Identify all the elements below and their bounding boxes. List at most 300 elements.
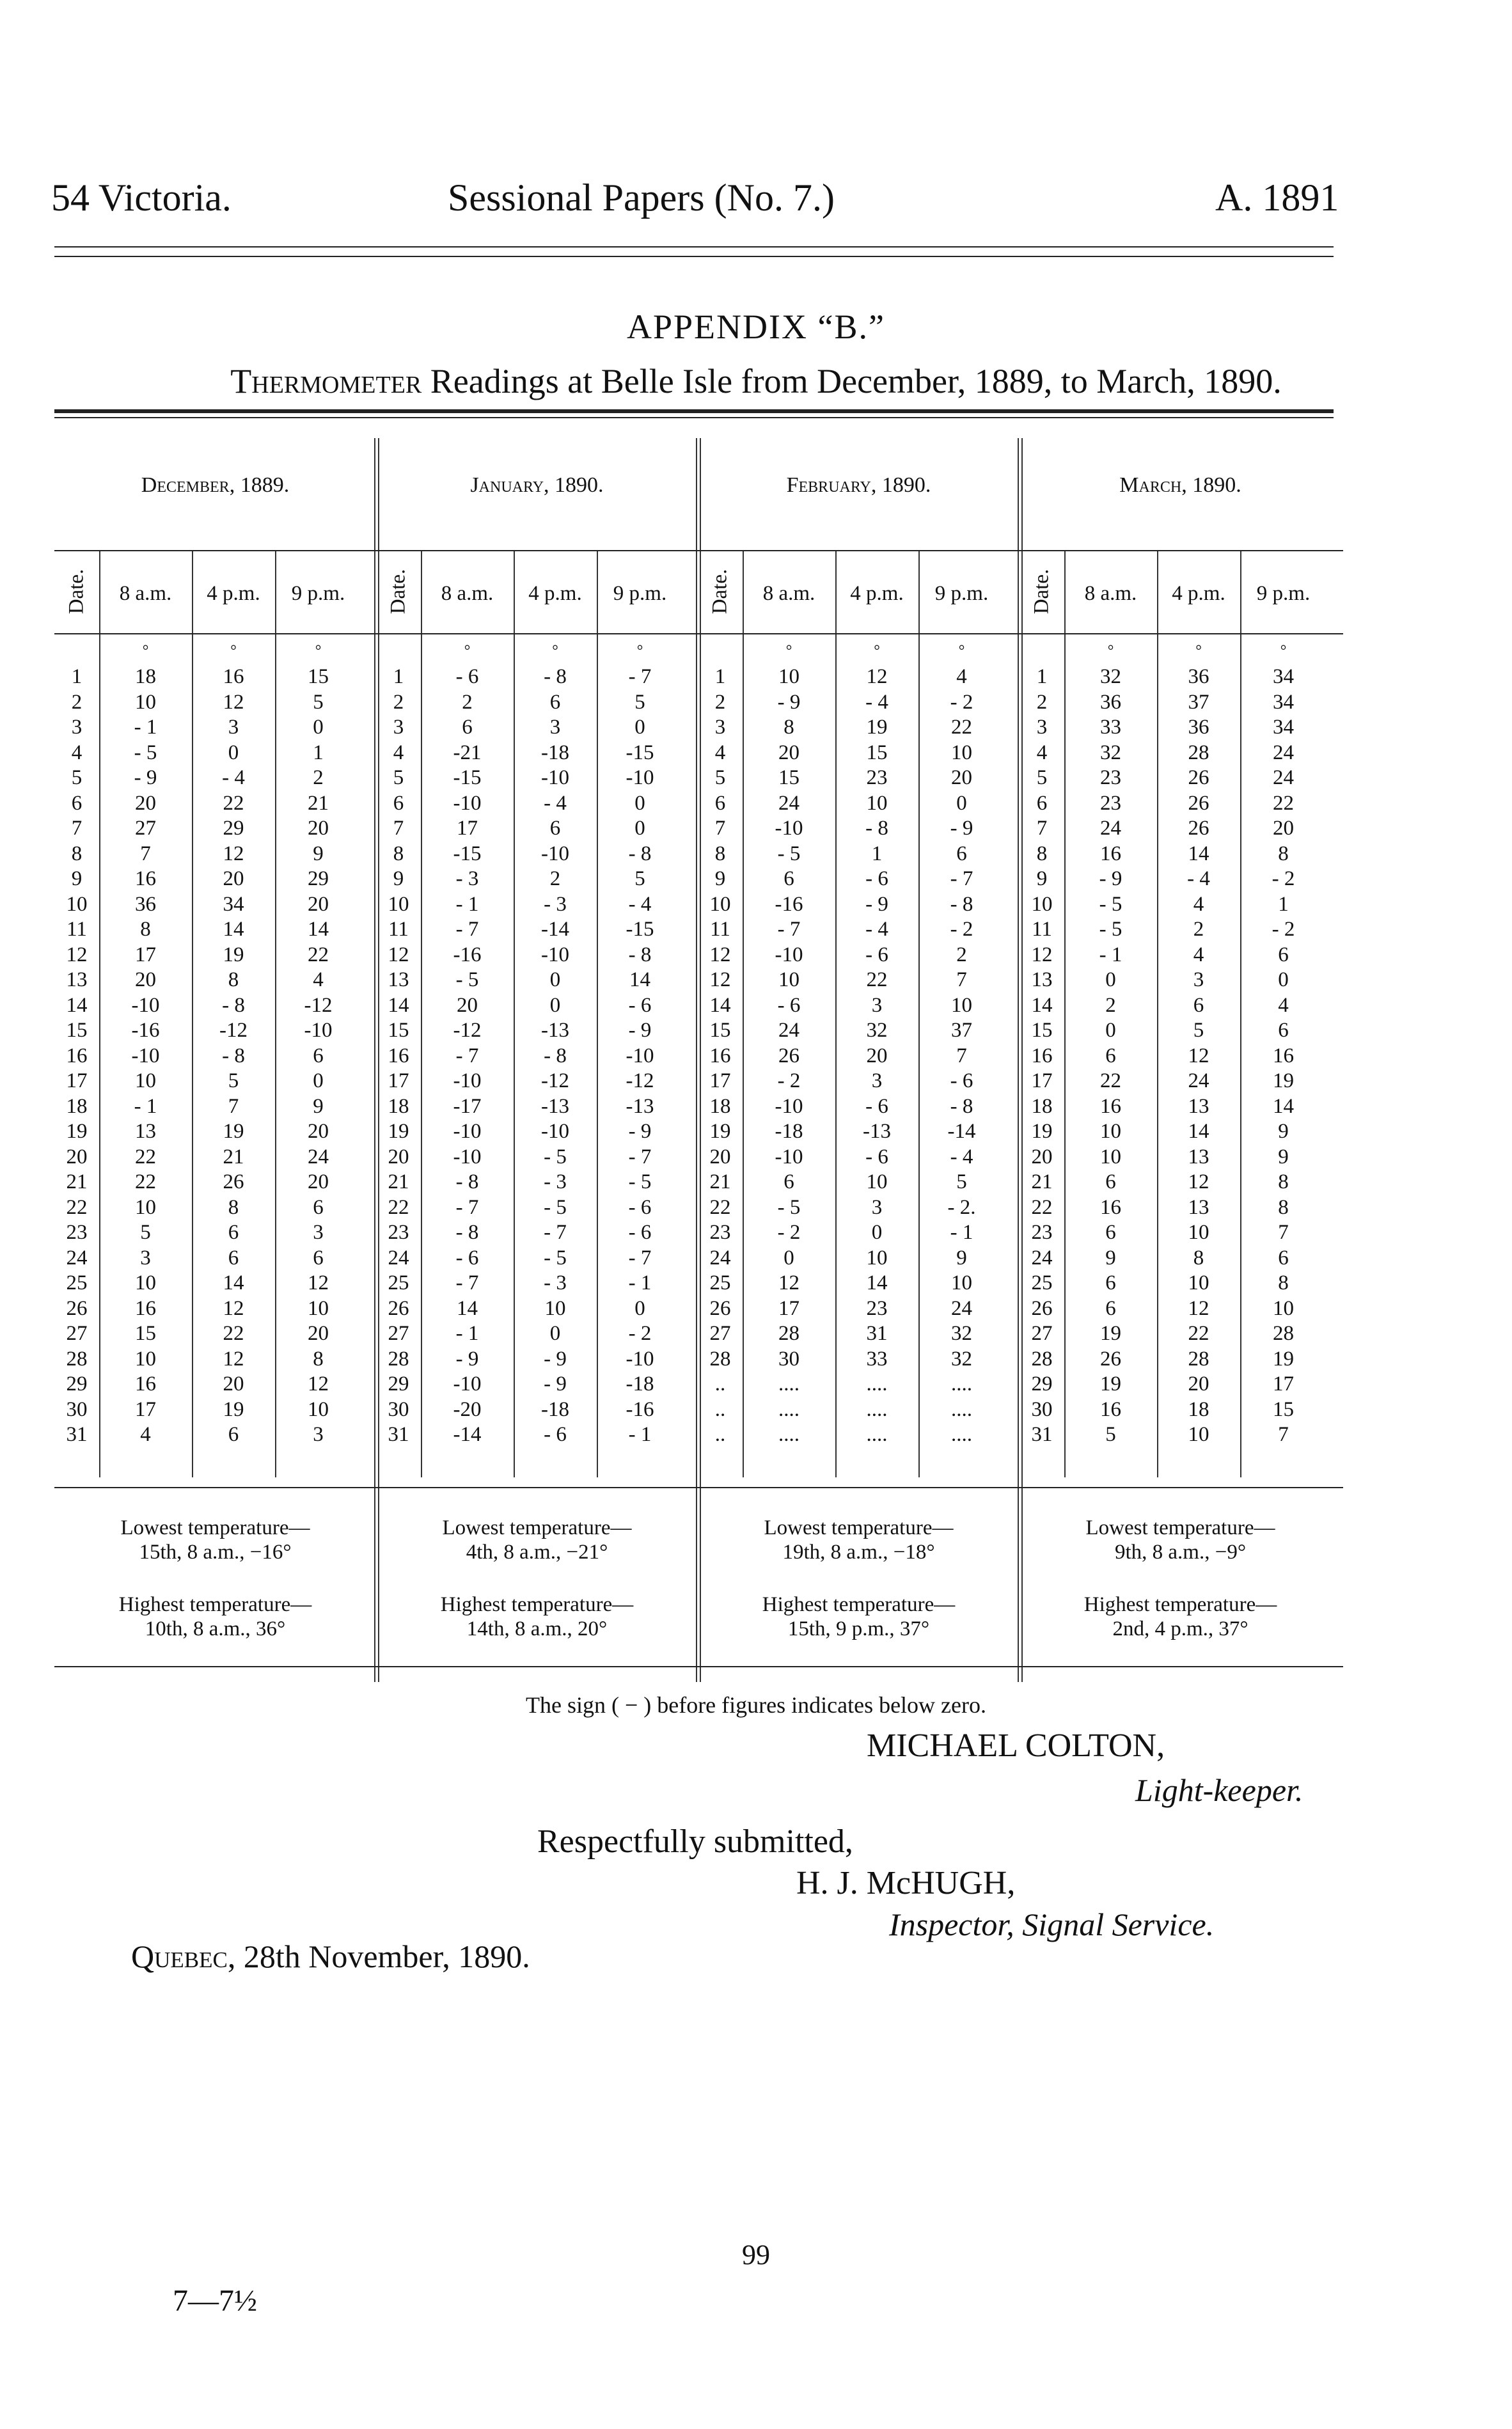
column-rule xyxy=(275,550,276,1477)
date-cell: 1 xyxy=(393,665,404,688)
date-cell: 3 xyxy=(714,716,726,739)
reading-cell: 19 xyxy=(1100,1322,1121,1345)
reading-cell: 32 xyxy=(866,1019,888,1042)
reading-cell: - 9 xyxy=(950,817,973,840)
reading-cell: -10 xyxy=(626,766,654,789)
month-heading: February, 1890. xyxy=(786,473,931,497)
reading-cell: 3 xyxy=(871,1069,883,1092)
reading-cell: - 6 xyxy=(865,943,888,966)
date-cell: 26 xyxy=(1031,1296,1053,1320)
reading-cell: 3 xyxy=(140,1246,151,1270)
date-cell: 14 xyxy=(66,993,88,1017)
reading-cell: 36 xyxy=(1100,690,1121,714)
reading-cell: 5 xyxy=(228,1069,239,1092)
highest-temperature xyxy=(698,1592,1020,1641)
date-cell: 23 xyxy=(388,1221,409,1244)
reading-cell: 22 xyxy=(1188,1322,1209,1345)
reading-cell: -10 xyxy=(541,766,569,789)
reading-cell: 10 xyxy=(951,993,972,1017)
reading-cell: 14 xyxy=(1273,1094,1294,1118)
reading-cell: -13 xyxy=(626,1094,654,1118)
date-cell: 9 xyxy=(1036,867,1048,890)
date-cell: 8 xyxy=(393,842,404,865)
reading-cell: -18 xyxy=(541,1397,569,1421)
reading-cell: 0 xyxy=(634,791,645,815)
date-cell: 20 xyxy=(66,1145,88,1168)
degree-mark: ° xyxy=(1280,643,1287,659)
reading-cell: - 5 xyxy=(544,1195,567,1219)
header-right: A. 1891 xyxy=(1215,177,1339,219)
reading-cell: 12 xyxy=(1188,1044,1209,1067)
reading-cell: 29 xyxy=(308,867,329,890)
reading-cell: .... xyxy=(951,1397,972,1421)
date-cell: 5 xyxy=(1036,766,1048,789)
date-cell: 30 xyxy=(66,1397,88,1421)
reading-cell: 8 xyxy=(1278,1271,1289,1294)
reading-cell: -13 xyxy=(863,1120,891,1143)
reading-cell: - 8 xyxy=(628,842,652,865)
reading-cell: 14 xyxy=(223,1271,244,1294)
reading-cell: 5 xyxy=(634,690,645,714)
reading-cell: 13 xyxy=(1188,1195,1209,1219)
date-cell: 24 xyxy=(388,1246,409,1270)
reading-cell: 19 xyxy=(866,716,888,739)
date-cell: 10 xyxy=(1031,892,1053,916)
column-header-pm4: 4 p.m. xyxy=(528,582,582,605)
reading-cell: -14 xyxy=(541,918,569,941)
reading-cell: .... xyxy=(866,1397,888,1421)
reading-cell: - 7 xyxy=(777,918,801,941)
table-title-lead: Thermometer xyxy=(230,362,422,400)
reading-cell: 13 xyxy=(1188,1145,1209,1168)
reading-cell: 7 xyxy=(956,1044,967,1067)
reading-cell: 5 xyxy=(140,1221,151,1244)
date-cell: 30 xyxy=(388,1397,409,1421)
header-left: 54 Victoria. xyxy=(51,177,232,219)
reading-cell: - 4 xyxy=(628,892,652,916)
reading-cell: -10 xyxy=(541,842,569,865)
reading-cell: - 1 xyxy=(134,716,157,739)
date-cell: 18 xyxy=(1031,1094,1053,1118)
reading-cell: - 7 xyxy=(455,1271,479,1294)
reading-cell: 7 xyxy=(1278,1423,1289,1446)
reading-cell: 2 xyxy=(549,867,561,890)
reading-cell: 34 xyxy=(1273,690,1294,714)
reading-cell: 9 xyxy=(1105,1246,1116,1270)
highest-value: 14th, 8 a.m., 20° xyxy=(466,1617,608,1640)
date-cell: 18 xyxy=(388,1094,409,1118)
table-rule xyxy=(54,633,1343,634)
reading-cell: 26 xyxy=(223,1170,244,1193)
reading-cell: - 8 xyxy=(865,817,888,840)
reading-cell: -16 xyxy=(131,1019,160,1042)
reading-cell: - 8 xyxy=(455,1170,479,1193)
table-rule xyxy=(54,550,1343,551)
reading-cell: - 5 xyxy=(455,968,479,991)
reading-cell: 0 xyxy=(228,741,239,764)
reading-cell: - 9 xyxy=(1099,867,1122,890)
reading-cell: -10 xyxy=(541,943,569,966)
month-divider xyxy=(1018,438,1019,1682)
reading-cell: 20 xyxy=(778,741,799,764)
reading-cell: 3 xyxy=(871,1195,883,1219)
reading-cell: - 2 xyxy=(950,918,973,941)
date-cell: 19 xyxy=(709,1120,731,1143)
column-rule xyxy=(192,550,193,1477)
reading-cell: 12 xyxy=(223,1296,244,1320)
reading-cell: 22 xyxy=(135,1145,156,1168)
reading-cell: - 6 xyxy=(628,993,652,1017)
reading-cell: -10 xyxy=(775,1145,803,1168)
degree-mark: ° xyxy=(958,643,965,659)
reading-cell: - 9 xyxy=(134,766,157,789)
reading-cell: 5 xyxy=(634,867,645,890)
reading-cell: -12 xyxy=(304,993,333,1017)
reading-cell: 6 xyxy=(313,1246,324,1270)
reading-cell: 7 xyxy=(140,842,151,865)
reading-cell: -18 xyxy=(541,741,569,764)
date-cell: 12 xyxy=(709,943,731,966)
reading-cell: 28 xyxy=(1273,1322,1294,1345)
date-cell: 3 xyxy=(71,716,83,739)
reading-cell: 16 xyxy=(1100,842,1121,865)
date-cell: 15 xyxy=(388,1019,409,1042)
table-title xyxy=(0,361,1512,401)
date-cell: 28 xyxy=(66,1347,88,1371)
reading-cell: 14 xyxy=(457,1296,478,1320)
reading-cell: 20 xyxy=(308,817,329,840)
reading-cell: 6 xyxy=(1278,943,1289,966)
reading-cell: - 4 xyxy=(865,690,888,714)
reading-cell: 5 xyxy=(313,690,324,714)
header-rule xyxy=(54,246,1334,248)
reading-cell: 14 xyxy=(629,968,650,991)
date-cell: 2 xyxy=(1036,690,1048,714)
reading-cell: 16 xyxy=(1100,1195,1121,1219)
reading-cell: 0 xyxy=(784,1246,794,1270)
reading-cell: 10 xyxy=(778,968,799,991)
reading-cell: -15 xyxy=(626,741,654,764)
date-cell: 22 xyxy=(709,1195,731,1219)
date-cell: 19 xyxy=(388,1120,409,1143)
reading-cell: - 5 xyxy=(134,741,157,764)
date-cell: 25 xyxy=(709,1271,731,1294)
date-cell: 25 xyxy=(388,1271,409,1294)
column-rule xyxy=(1157,550,1158,1477)
reading-cell: 7 xyxy=(1278,1221,1289,1244)
reading-cell: 28 xyxy=(1188,741,1209,764)
appendix-title: APPENDIX “B.” xyxy=(627,308,885,346)
highest-label: Highest temperature— xyxy=(1083,1593,1277,1616)
date-cell: 20 xyxy=(709,1145,731,1168)
reading-cell: - 8 xyxy=(222,1044,245,1067)
place-date-lead: Quebec xyxy=(131,1938,228,1974)
reading-cell: 24 xyxy=(778,791,799,815)
reading-cell: 24 xyxy=(1273,766,1294,789)
reading-cell: - 1 xyxy=(134,1094,157,1118)
date-cell: 26 xyxy=(709,1296,731,1320)
reading-cell: - 2 xyxy=(950,690,973,714)
reading-cell: - 5 xyxy=(777,1195,801,1219)
reading-cell: -10 xyxy=(626,1044,654,1067)
date-cell: 17 xyxy=(388,1069,409,1092)
reading-cell: 1 xyxy=(313,741,324,764)
reading-cell: 5 xyxy=(1105,1423,1116,1446)
reading-cell: 10 xyxy=(1188,1271,1209,1294)
degree-mark: ° xyxy=(636,643,643,659)
date-cell: 20 xyxy=(388,1145,409,1168)
reading-cell: 13 xyxy=(1188,1094,1209,1118)
reading-cell: 22 xyxy=(223,1322,244,1345)
reading-cell: 10 xyxy=(1273,1296,1294,1320)
reading-cell: 10 xyxy=(951,741,972,764)
reading-cell: - 9 xyxy=(777,690,801,714)
column-rule xyxy=(99,550,100,1477)
title-thin-rule xyxy=(54,417,1334,418)
reading-cell: 21 xyxy=(308,791,329,815)
reading-cell: - 6 xyxy=(628,1195,652,1219)
reading-cell: 17 xyxy=(1273,1372,1294,1395)
lowest-value: 15th, 8 a.m., −16° xyxy=(139,1541,292,1564)
reading-cell: 23 xyxy=(866,1296,888,1320)
date-cell: 29 xyxy=(388,1372,409,1395)
reading-cell: -16 xyxy=(775,892,803,916)
reading-cell: -10 xyxy=(775,943,803,966)
reading-cell: 3 xyxy=(871,993,883,1017)
reading-cell: 6 xyxy=(462,716,473,739)
reading-cell: -17 xyxy=(453,1094,482,1118)
reading-cell: - 4 xyxy=(865,918,888,941)
reading-cell: 23 xyxy=(866,766,888,789)
reading-cell: 33 xyxy=(866,1347,888,1371)
reading-cell: - 5 xyxy=(544,1246,567,1270)
date-cell: 6 xyxy=(71,791,83,815)
reading-cell: 8 xyxy=(228,1195,239,1219)
reading-cell: 8 xyxy=(1278,1195,1289,1219)
date-cell: 25 xyxy=(66,1271,88,1294)
reading-cell: -10 xyxy=(453,1069,482,1092)
reading-cell: - 8 xyxy=(455,1221,479,1244)
reading-cell: 0 xyxy=(549,968,561,991)
reading-cell: 20 xyxy=(866,1044,888,1067)
reading-cell: -10 xyxy=(775,817,803,840)
date-header-label: Date. xyxy=(386,569,410,615)
reading-cell: 4 xyxy=(140,1423,151,1446)
reading-cell: 16 xyxy=(1273,1044,1294,1067)
reading-cell: - 7 xyxy=(628,1246,652,1270)
date-cell: 12 xyxy=(709,968,731,991)
date-cell: 19 xyxy=(66,1120,88,1143)
degree-mark: ° xyxy=(464,643,471,659)
reading-cell: - 7 xyxy=(628,665,652,688)
lowest-temperature xyxy=(376,1516,698,1564)
reading-cell: 22 xyxy=(308,943,329,966)
reading-cell: 0 xyxy=(634,1296,645,1320)
date-cell: 21 xyxy=(66,1170,88,1193)
reading-cell: 10 xyxy=(778,665,799,688)
month-heading: March, 1890. xyxy=(1119,473,1241,497)
reading-cell: - 7 xyxy=(455,1044,479,1067)
reading-cell: - 2 xyxy=(777,1221,801,1244)
reading-cell: 12 xyxy=(223,842,244,865)
reading-cell: 2 xyxy=(1105,993,1116,1017)
reading-cell: -12 xyxy=(219,1019,248,1042)
reading-cell: 16 xyxy=(223,665,244,688)
column-rule xyxy=(835,550,837,1477)
reading-cell: - 6 xyxy=(865,867,888,890)
reading-cell: 0 xyxy=(956,791,967,815)
date-cell: 21 xyxy=(1031,1170,1053,1193)
date-cell: 28 xyxy=(709,1347,731,1371)
reading-cell: -20 xyxy=(453,1397,482,1421)
reading-cell: 16 xyxy=(1100,1094,1121,1118)
lightkeeper-name: MICHAEL COLTON, xyxy=(867,1727,1165,1764)
reading-cell: 7 xyxy=(228,1094,239,1118)
reading-cell: 12 xyxy=(308,1271,329,1294)
date-cell: 10 xyxy=(709,892,731,916)
reading-cell: - 6 xyxy=(950,1069,973,1092)
reading-cell: -10 xyxy=(453,1145,482,1168)
date-column-header xyxy=(698,550,743,633)
date-cell: 11 xyxy=(710,918,730,941)
reading-cell: 20 xyxy=(951,766,972,789)
date-cell: 17 xyxy=(1031,1069,1053,1092)
reading-cell: -18 xyxy=(775,1120,803,1143)
date-cell: 17 xyxy=(66,1069,88,1092)
reading-cell: 0 xyxy=(313,716,324,739)
reading-cell: -10 xyxy=(304,1019,333,1042)
inspector-name: H. J. McHUGH, xyxy=(796,1865,1016,1901)
column-header-pm9: 9 p.m. xyxy=(613,582,667,605)
reading-cell: .... xyxy=(866,1372,888,1395)
page-number: 99 xyxy=(742,2239,770,2270)
reading-cell: 10 xyxy=(866,791,888,815)
reading-cell: - 6 xyxy=(455,1246,479,1270)
reading-cell: 14 xyxy=(308,918,329,941)
reading-cell: 19 xyxy=(1273,1069,1294,1092)
reading-cell: - 9 xyxy=(544,1372,567,1395)
reading-cell: 24 xyxy=(951,1296,972,1320)
date-cell: 6 xyxy=(393,791,404,815)
reading-cell: -14 xyxy=(947,1120,976,1143)
date-cell: 14 xyxy=(388,993,409,1017)
reading-cell: 6 xyxy=(1105,1044,1116,1067)
reading-cell: 20 xyxy=(308,892,329,916)
reading-cell: 12 xyxy=(223,690,244,714)
reading-cell: -12 xyxy=(453,1019,482,1042)
reading-cell: 20 xyxy=(135,791,156,815)
month-heading: January, 1890. xyxy=(470,473,604,497)
date-cell: 15 xyxy=(1031,1019,1053,1042)
reading-cell: 6 xyxy=(1105,1296,1116,1320)
reading-cell: 15 xyxy=(778,766,799,789)
column-rule xyxy=(918,550,920,1477)
reading-cell: -16 xyxy=(626,1397,654,1421)
reading-cell: - 8 xyxy=(628,943,652,966)
reading-cell: -18 xyxy=(626,1372,654,1395)
reading-cell: -10 xyxy=(626,1347,654,1371)
reading-cell: 26 xyxy=(1188,766,1209,789)
thermometer-table xyxy=(54,438,1343,1682)
reading-cell: - 1 xyxy=(455,1322,479,1345)
reading-cell: 8 xyxy=(140,918,151,941)
date-cell: 18 xyxy=(66,1094,88,1118)
date-cell: 8 xyxy=(71,842,83,865)
reading-cell: 16 xyxy=(135,1372,156,1395)
reading-cell: .... xyxy=(778,1423,799,1446)
date-cell: 27 xyxy=(1031,1322,1053,1345)
sheet-mark: 7—7½ xyxy=(173,2284,257,2318)
date-cell: 1 xyxy=(1036,665,1048,688)
respectfully-submitted: Respectfully submitted, xyxy=(537,1823,853,1860)
date-column-header xyxy=(376,550,421,633)
reading-cell: 21 xyxy=(223,1145,244,1168)
date-cell: 17 xyxy=(709,1069,731,1092)
degree-mark: ° xyxy=(552,643,558,659)
reading-cell: - 4 xyxy=(950,1145,973,1168)
date-cell: 23 xyxy=(66,1221,88,1244)
reading-cell: 12 xyxy=(866,665,888,688)
date-cell: 23 xyxy=(709,1221,731,1244)
reading-cell: 10 xyxy=(951,1271,972,1294)
reading-cell: 7 xyxy=(956,968,967,991)
reading-cell: 29 xyxy=(223,817,244,840)
reading-cell: 6 xyxy=(784,1170,794,1193)
reading-cell: 28 xyxy=(778,1322,799,1345)
reading-cell: 0 xyxy=(1105,968,1116,991)
reading-cell: 19 xyxy=(1100,1372,1121,1395)
reading-cell: 22 xyxy=(951,716,972,739)
reading-cell: 24 xyxy=(308,1145,329,1168)
reading-cell: 6 xyxy=(1278,1246,1289,1270)
date-cell: 15 xyxy=(709,1019,731,1042)
reading-cell: 0 xyxy=(634,817,645,840)
month-divider xyxy=(1021,438,1023,1682)
reading-cell: 0 xyxy=(313,1069,324,1092)
lowest-label: Lowest temperature— xyxy=(120,1516,310,1539)
reading-cell: 8 xyxy=(784,716,794,739)
reading-cell: 17 xyxy=(457,817,478,840)
reading-cell: 9 xyxy=(956,1246,967,1270)
highest-temperature xyxy=(54,1592,376,1641)
date-cell: 10 xyxy=(388,892,409,916)
reading-cell: 3 xyxy=(313,1423,324,1446)
reading-cell: .... xyxy=(951,1423,972,1446)
table-rule xyxy=(54,1666,1343,1667)
highest-value: 2nd, 4 p.m., 37° xyxy=(1112,1617,1248,1640)
reading-cell: 8 xyxy=(1278,842,1289,865)
column-header-pm9: 9 p.m. xyxy=(934,582,989,605)
reading-cell: 20 xyxy=(223,867,244,890)
title-thick-rule xyxy=(54,409,1334,413)
reading-cell: 3 xyxy=(313,1221,324,1244)
reading-cell: - 8 xyxy=(950,1094,973,1118)
reading-cell: - 5 xyxy=(1099,918,1122,941)
reading-cell: 24 xyxy=(1100,817,1121,840)
reading-cell: 26 xyxy=(1188,791,1209,815)
reading-cell: - 6 xyxy=(865,1094,888,1118)
date-cell: 8 xyxy=(1036,842,1048,865)
reading-cell: 4 xyxy=(1193,892,1204,916)
reading-cell: 6 xyxy=(1105,1221,1116,1244)
reading-cell: .... xyxy=(778,1372,799,1395)
reading-cell: 10 xyxy=(135,1347,156,1371)
lowest-temperature xyxy=(698,1516,1020,1564)
date-cell: .. xyxy=(714,1372,726,1395)
highest-label: Highest temperature— xyxy=(440,1593,634,1616)
reading-cell: - 2. xyxy=(947,1195,976,1219)
date-cell: 28 xyxy=(1031,1347,1053,1371)
